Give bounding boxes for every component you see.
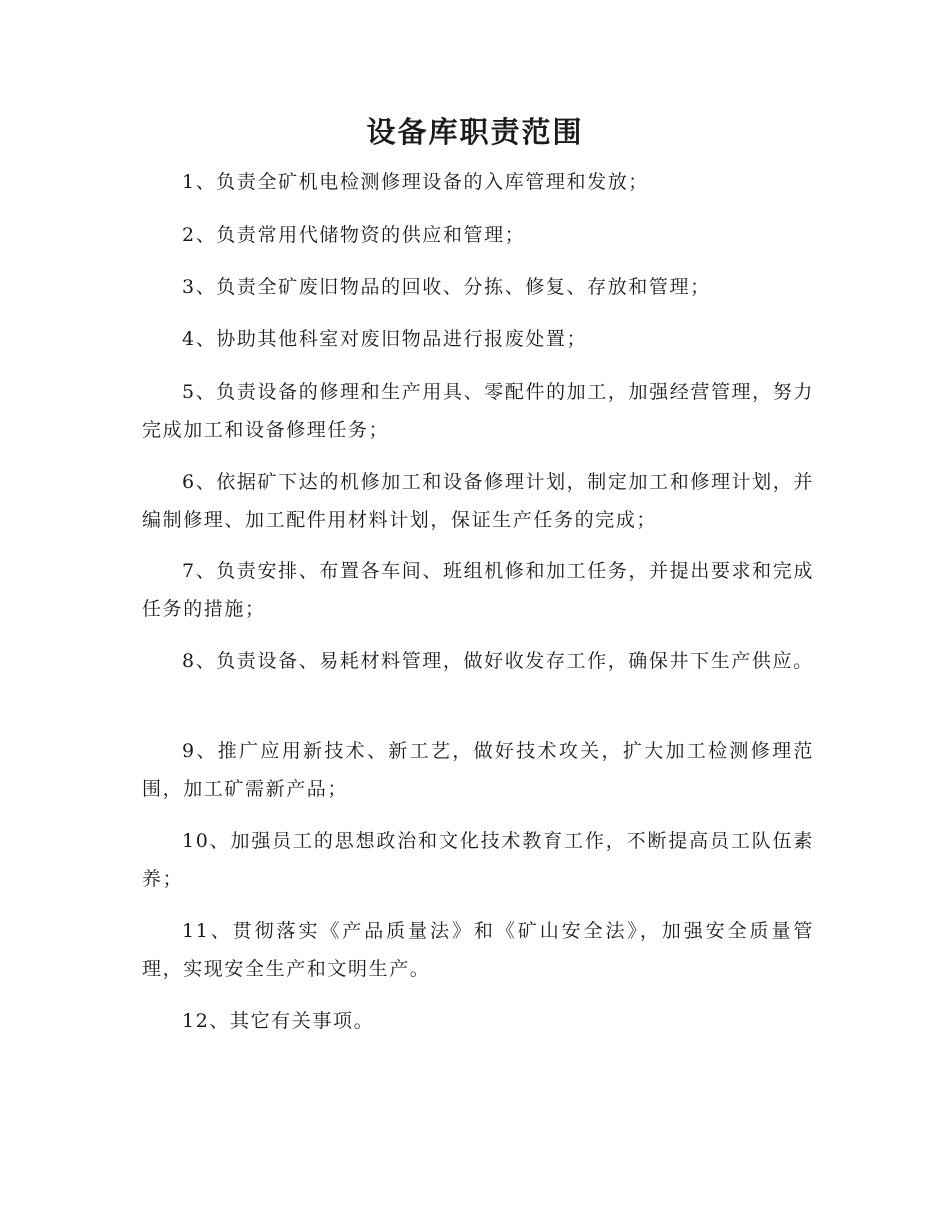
list-item: 9、推广应用新技术、新工艺，做好技术攻关，扩大加工检测修理范围，加工矿需新产品； <box>142 740 814 800</box>
list-item: 12、其它有关事项。 <box>182 1010 375 1032</box>
list-item: 6、依据矿下达的机修加工和设备修理计划，制定加工和修理计划，并编制修理、加工配件用材料计划，保证生产任务的完成； <box>142 471 814 531</box>
list-item: 5、负责设备的修理和生产用具、零配件的加工，加强经营管理，努力完成加工和设备修理任务； <box>142 381 814 441</box>
list-item: 1、负责全矿机电检测修理设备的入库管理和发放； <box>182 171 649 193</box>
list-item: 8、负责设备、易耗材料管理，做好收发存工作，确保井下生产供应。 <box>182 650 814 672</box>
list-item: 2、负责常用代储物资的供应和管理； <box>182 224 526 246</box>
list-item: 10、加强员工的思想政治和文化技术教育工作，不断提高员工队伍素养； <box>142 830 814 890</box>
document-title: 设备库职责范围 <box>366 115 584 149</box>
list-item: 3、负责全矿废旧物品的回收、分拣、修复、存放和管理； <box>182 276 711 298</box>
list-item: 4、协助其他科室对废旧物品进行报废处置； <box>182 328 588 350</box>
list-item: 11、贯彻落实《产品质量法》和《矿山安全法》，加强安全质量管理，实现安全生产和文明生产。 <box>142 920 814 980</box>
list-item: 7、负责安排、布置各车间、班组机修和加工任务，并提出要求和完成任务的措施； <box>142 560 814 620</box>
